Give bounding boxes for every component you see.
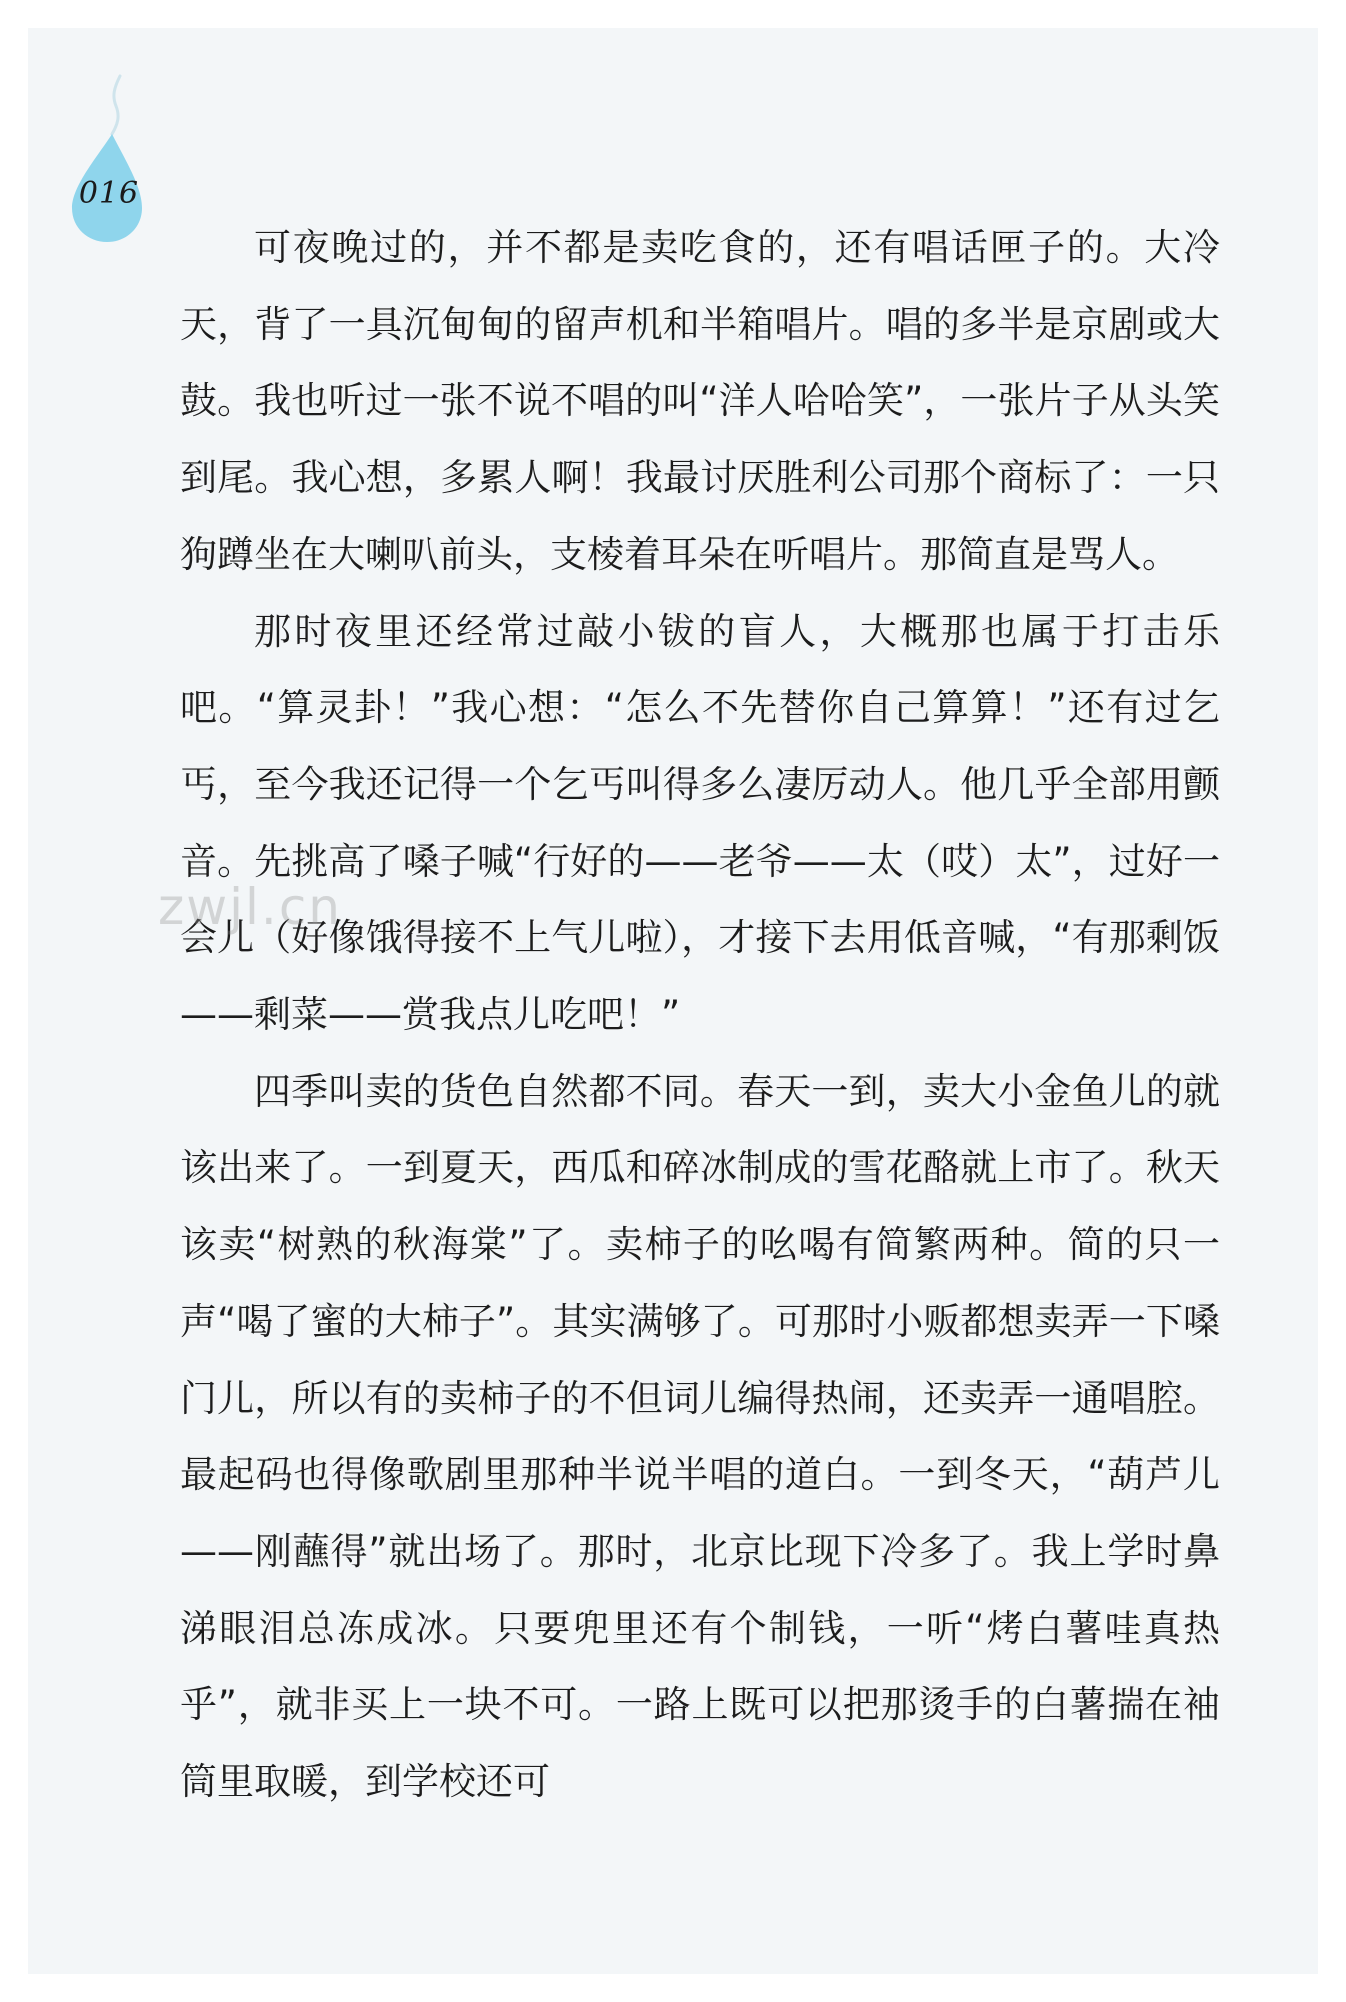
paragraph: 那时夜里还经常过敲小钹的盲人，大概那也属于打击乐吧。“算灵卦！”我心想：“怎么不先替你自己算算！”还有过乞丐，至今我还记得一个乞丐叫得多么凄厉动人。他几乎全部用颤音。先挑高了嗓子喊“行好的——老爷——太（哎）太”，过好一会儿（好像饿得接不上气儿啦），才接下去用低音喊，“有那剩饭——剩菜——赏我点儿吃吧！”	[180, 609, 1220, 1037]
paragraph: 四季叫卖的货色自然都不同。春天一到，卖大小金鱼儿的就该出来了。一到夏天，西瓜和碎冰制成的雪花酪就上市了。秋天该卖“树熟的秋海棠”了。卖柿子的吆喝有简繁两种。简的只一声“喝了蜜的大柿子”。其实满够了。可那时小贩都想卖弄一下嗓门儿，所以有的卖柿子的不但词儿编得热闹，还卖弄一通唱腔。最起码也得像歌剧里那种半说半唱的道白。一到冬天，“葫芦儿——刚蘸得”就出场了。那时，北京比现下冷多了。我上学时鼻涕眼泪总冻成冰。只要兜里还有个制钱，一听“烤白薯哇真热乎”，就非买上一块不可。一路上既可以把那烫手的白薯揣在袖筒里取暖，到学校还可	[180, 1069, 1220, 1804]
page-number: 016	[78, 176, 140, 211]
paragraph: 可夜晚过的，并不都是卖吃食的，还有唱话匣子的。大冷天，背了一具沉甸甸的留声机和半箱唱片。唱的多半是京剧或大鼓。我也听过一张不说不唱的叫“洋人哈哈笑”，一张片子从头笑到尾。我心想，多累人啊！我最讨厌胜利公司那个商标了：一只狗蹲坐在大喇叭前头，支棱着耳朵在听唱片。那简直是骂人。	[180, 226, 1220, 576]
book-page	[28, 28, 1318, 1974]
watermark: zwjl.cn	[158, 878, 342, 936]
water-drop-icon	[68, 74, 146, 246]
body-text	[180, 210, 1220, 1821]
